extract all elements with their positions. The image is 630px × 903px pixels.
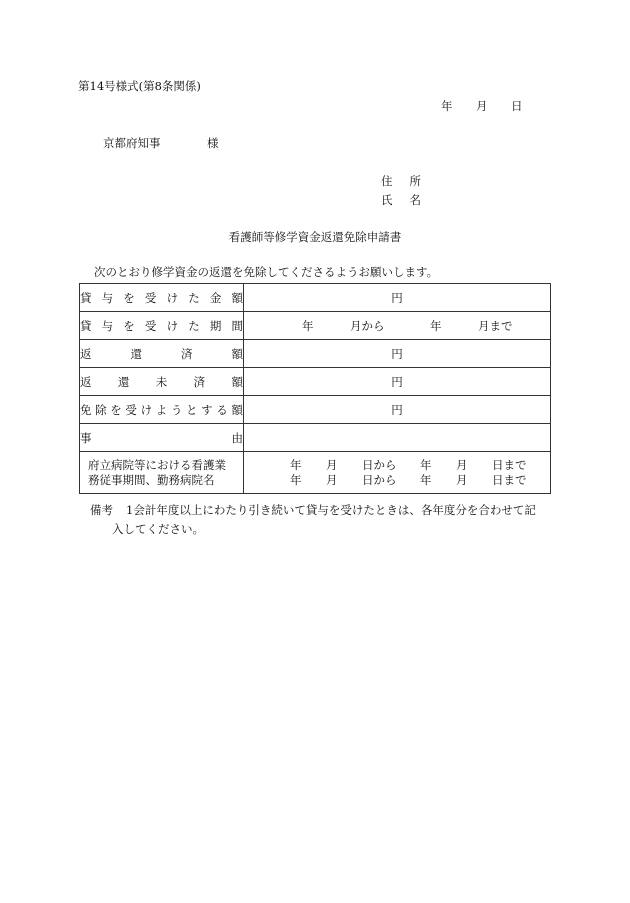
table-row <box>80 368 551 396</box>
row-label <box>80 312 244 340</box>
application-table <box>79 283 551 494</box>
row-label-char: 金 <box>209 290 222 305</box>
address-label <box>381 176 421 188</box>
service-period-part: 日から <box>362 457 397 472</box>
service-period-field[interactable] <box>244 452 551 494</box>
row-label-char: 期 <box>209 318 222 333</box>
row-label <box>80 340 244 368</box>
row-label-char: 貸 <box>80 290 92 305</box>
address-label-char: 所 <box>409 174 421 188</box>
service-period-part: 年 <box>290 457 302 472</box>
row-label-char: す <box>201 402 213 417</box>
row-label-char: け <box>166 290 179 305</box>
row-label <box>80 452 244 494</box>
row-label-char: け <box>140 402 153 417</box>
row-label-char: 済 <box>181 346 193 361</box>
service-period-part: 日まで <box>492 457 527 472</box>
reason-field[interactable] <box>244 424 551 452</box>
row-label-line: 府立病院等における看護業 <box>88 457 226 472</box>
table-row <box>80 424 551 452</box>
row-label-char: を <box>110 402 122 417</box>
row-label-char: 還 <box>130 346 142 361</box>
row-label <box>80 396 244 424</box>
row-label-char: を <box>123 290 135 305</box>
amount-loaned-field[interactable]: 円 <box>244 284 551 312</box>
row-label-char: 免 <box>80 402 92 417</box>
service-period-part: 月 <box>326 457 338 472</box>
honorific: 様 <box>207 136 219 150</box>
service-period-part: 月 <box>326 472 338 487</box>
row-label-char: 返 <box>80 346 92 361</box>
row-label-char: 未 <box>155 374 168 389</box>
row-label-char: 由 <box>231 430 243 445</box>
row-label <box>80 368 244 396</box>
row-label-char: た <box>188 318 200 333</box>
document-title: 看護師等修学資金返還免除申請書 <box>228 230 402 244</box>
row-label-char: 貸 <box>80 318 92 333</box>
row-label-char: 額 <box>231 402 243 417</box>
row-label-char: た <box>188 290 200 305</box>
table-row <box>80 284 551 312</box>
amount-repaid-field[interactable]: 円 <box>244 340 551 368</box>
address-label-char: 住 <box>381 174 393 188</box>
row-label-char: 事 <box>80 430 92 445</box>
row-label-char: 与 <box>101 318 114 333</box>
service-period-part: 月 <box>456 457 468 472</box>
form-number: 第14号様式(第8条関係) <box>78 79 201 93</box>
row-label-char: う <box>170 402 183 417</box>
row-label <box>80 284 244 312</box>
date-month-label: 月 <box>476 99 488 113</box>
intro-text: 次のとおり修学資金の返還を免除してくださるようお願いします。 <box>94 265 439 279</box>
recipient: 京都府知事 <box>103 136 161 150</box>
row-label-char: 間 <box>231 318 243 333</box>
table-row <box>80 312 551 340</box>
service-period-part: 日まで <box>492 472 527 487</box>
service-period-part: 年 <box>290 472 302 487</box>
table-row <box>80 452 551 494</box>
row-label-char: 受 <box>125 402 137 417</box>
row-label-char: 受 <box>144 290 157 305</box>
row-label-char: 済 <box>193 374 206 389</box>
row-label-char: よ <box>155 402 168 417</box>
row-label-char: と <box>185 402 198 417</box>
row-label-char: 除 <box>95 402 107 417</box>
note-text-line: 1会計年度以上にわたり引き続いて貸与を受けたときは、各年度分を合わせて記 <box>126 503 536 517</box>
amount-unrepaid-field[interactable]: 円 <box>244 368 551 396</box>
row-label-char: 還 <box>117 374 130 389</box>
date-year-label: 年 <box>441 99 453 113</box>
period-until-label: 月まで <box>478 318 513 333</box>
row-label-char: を <box>123 318 135 333</box>
table-row <box>80 340 551 368</box>
name-label-char: 氏 <box>381 193 393 207</box>
note-text-line: 入してください。 <box>112 522 204 536</box>
service-period-part: 年 <box>420 457 432 472</box>
row-label-char: け <box>166 318 179 333</box>
row-label-line: 務従事期間、勤務病院名 <box>88 472 215 487</box>
row-label-char: 額 <box>231 346 243 361</box>
period-year-label: 年 <box>302 318 314 333</box>
service-period-part: 年 <box>420 472 432 487</box>
row-label-char: る <box>216 402 228 417</box>
table-row <box>80 396 551 424</box>
name-label <box>381 195 421 207</box>
row-label <box>80 424 244 452</box>
date-day-label: 日 <box>511 99 523 113</box>
row-label-char: 与 <box>101 290 114 305</box>
period-year-label: 年 <box>430 318 442 333</box>
exemption-amount-field[interactable]: 円 <box>244 396 551 424</box>
row-label-char: 受 <box>144 318 157 333</box>
note-heading: 備考 <box>90 503 113 517</box>
loan-period-field[interactable] <box>244 312 551 340</box>
service-period-part: 月 <box>456 472 468 487</box>
service-period-part: 日から <box>362 472 397 487</box>
period-from-label: 月から <box>350 318 385 333</box>
row-label-char: 返 <box>80 374 92 389</box>
name-label-char: 名 <box>409 193 421 207</box>
row-label-char: 額 <box>231 290 243 305</box>
row-label-char: 額 <box>231 374 243 389</box>
